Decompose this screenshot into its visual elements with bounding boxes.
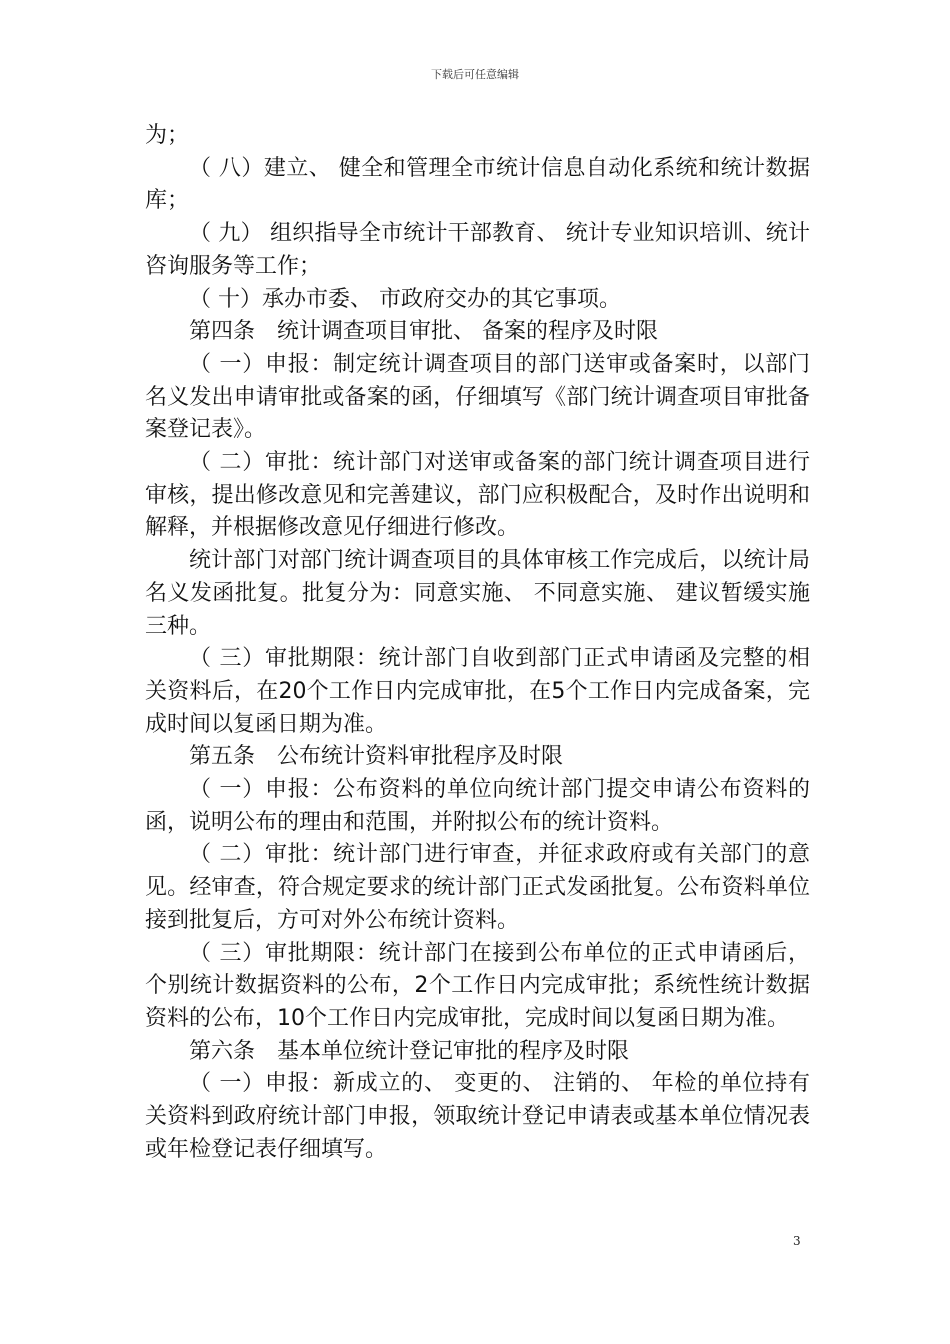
paragraph: （ 八）建立、 健全和管理全市统计信息自动化系统和统计数据库；: [145, 155, 810, 214]
paragraph: 为；: [145, 123, 190, 148]
paragraph: （ 一）申报：公布资料的单位向统计部门提交申请公布资料的函，说明公布的理由和范围，并附拟公布的统计资料。: [145, 777, 810, 835]
article-heading: 第六条 基本单位统计登记审批的程序及时限: [189, 1038, 630, 1064]
page-header: 下载后可任意编辑: [431, 68, 519, 81]
page-number: 3: [793, 1234, 801, 1248]
paragraph: （ 一）申报：制定统计调查项目的部门送审或备案时，以部门名义发出申请审批或备案的函，仔细填写《部门统计调查项目审批备案登记表》。: [145, 351, 810, 443]
paragraph: （ 一）申报：新成立的、 变更的、 注销的、 年检的单位持有关资料到政府统计部门申报，领取统计登记申请表或基本单位情况表或年检登记表仔细填写。: [145, 1071, 810, 1162]
paragraph: （ 二）审批：统计部门对送审或备案的部门统计调查项目进行审核，提出修改意见和完善建议，部门应积极配合，及时作出说明和解释，并根据修改意见仔细进行修改。: [145, 450, 810, 541]
paragraph: （ 二）审批：统计部门进行审查，并征求政府或有关部门的意见。经审查，符合规定要求的统计部门正式发函批复。公布资料单位接到批复后，方可对外公布统计资料。: [145, 842, 810, 933]
article-heading: 第四条 统计调查项目审批、 备案的程序及时限: [189, 319, 658, 345]
paragraph: （ 三）审批期限：统计部门自收到部门正式申请函及完整的相关资料后，在20个工作日内完成审批，在5个工作日内完成备案，完成时间以复函日期为准。: [145, 646, 810, 737]
paragraph: （ 十）承办市委、 市政府交办的其它事项。: [189, 286, 621, 312]
document-body: [145, 120, 810, 1167]
article-heading: 第五条 公布统计资料审批程序及时限: [189, 744, 564, 770]
paragraph: （ 九） 组织指导全市统计干部教育、 统计专业知识培训、统计咨询服务等工作；: [145, 221, 810, 279]
paragraph: 统计部门对部门统计调查项目的具体审核工作完成后，以统计局名义发函批复。批复分为：同意实施、 不同意实施、 建议暂缓实施三种。: [145, 548, 810, 639]
paragraph: （ 三）审批期限：统计部门在接到公布单位的正式申请函后，个别统计数据资料的公布，2个工作日内完成审批；系统性统计数据资料的公布，10个工作日内完成审批，完成时间以复函日期为准。: [145, 940, 810, 1031]
